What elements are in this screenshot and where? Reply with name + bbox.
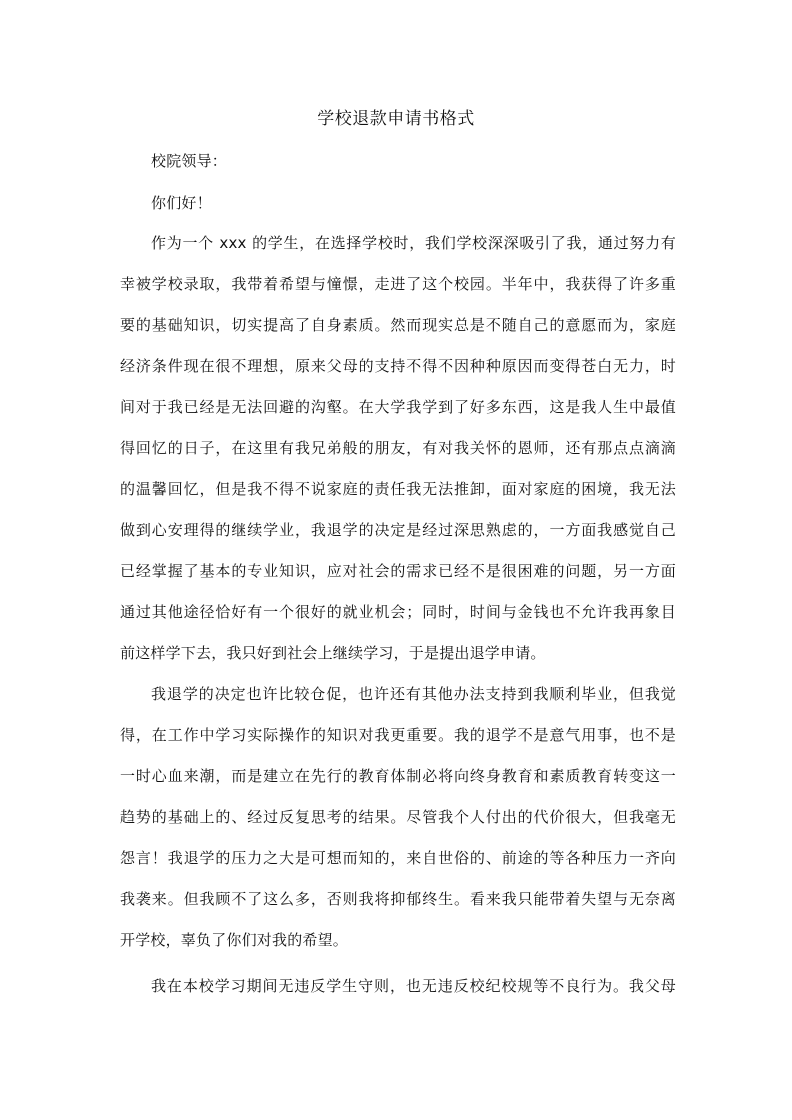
paragraph-line: 我退学的决定也许比较仓促，也许还有其他办法支持到我顺利毕业，但我觉 bbox=[151, 685, 676, 703]
paragraph-line: 已经掌握了基本的专业知识，应对社会的需求已经不是很困难的问题，另一方面 bbox=[120, 562, 676, 580]
greeting: 你们好！ bbox=[151, 194, 212, 212]
paragraph-line: 幸被学校录取，我带着希望与憧憬，走进了这个校园。半年中，我获得了许多重 bbox=[120, 275, 676, 293]
paragraph-line: 通过其他途径恰好有一个很好的就业机会；同时，时间与金钱也不允许我再象目 bbox=[120, 603, 676, 621]
paragraph-line: 怨言！我退学的压力之大是可想而知的，来自世俗的、前途的等各种压力一齐向 bbox=[120, 849, 676, 867]
paragraph-line: 我袭来。但我顾不了这么多，否则我将抑郁终生。看来我只能带着失望与无奈离 bbox=[120, 890, 676, 908]
salutation: 校院领导： bbox=[151, 152, 228, 170]
paragraph-line: 我在本校学习期间无违反学生守则，也无违反校纪校规等不良行为。我父母 bbox=[151, 977, 676, 995]
paragraph-line: 一时心血来潮，而是建立在先行的教育体制必将向终身教育和素质教育转变这一 bbox=[120, 767, 676, 785]
paragraph-line: 要的基础知识，切实提高了自身素质。然而现实总是不随自己的意愿而为，家庭 bbox=[120, 316, 676, 334]
paragraph-line: 前这样学下去，我只好到社会上继续学习，于是提出退学申请。 bbox=[120, 644, 546, 662]
paragraph-line: 间对于我已经是无法回避的沟壑。在大学我学到了好多东西，这是我人生中最值 bbox=[120, 398, 676, 416]
paragraph-line: 得，在工作中学习实际操作的知识对我更重要。我的退学不是意气用事，也不是 bbox=[120, 726, 676, 744]
paragraph-line: 得回忆的日子，在这里有我兄弟般的朋友，有对我关怀的恩师，还有那点点滴滴 bbox=[120, 439, 676, 457]
paragraph-line: 开学校，辜负了你们对我的希望。 bbox=[120, 931, 349, 949]
paragraph-line: 趋势的基础上的、经过反复思考的结果。尽管我个人付出的代价很大，但我毫无 bbox=[120, 808, 676, 826]
paragraph-line: 经济条件现在很不理想，原来父母的支持不得不因种种原因而变得苍白无力，时 bbox=[120, 357, 676, 375]
paragraph-line: 做到心安理得的继续学业，我退学的决定是经过深思熟虑的，一方面我感觉自己 bbox=[120, 521, 676, 539]
paragraph-line: 作为一个 xxx 的学生，在选择学校时，我们学校深深吸引了我，通过努力有 bbox=[151, 234, 676, 252]
document-title: 学校退款申请书格式 bbox=[317, 109, 475, 129]
paragraph-line: 的温馨回忆，但是我不得不说家庭的责任我无法推卸，面对家庭的困境，我无法 bbox=[120, 480, 676, 498]
